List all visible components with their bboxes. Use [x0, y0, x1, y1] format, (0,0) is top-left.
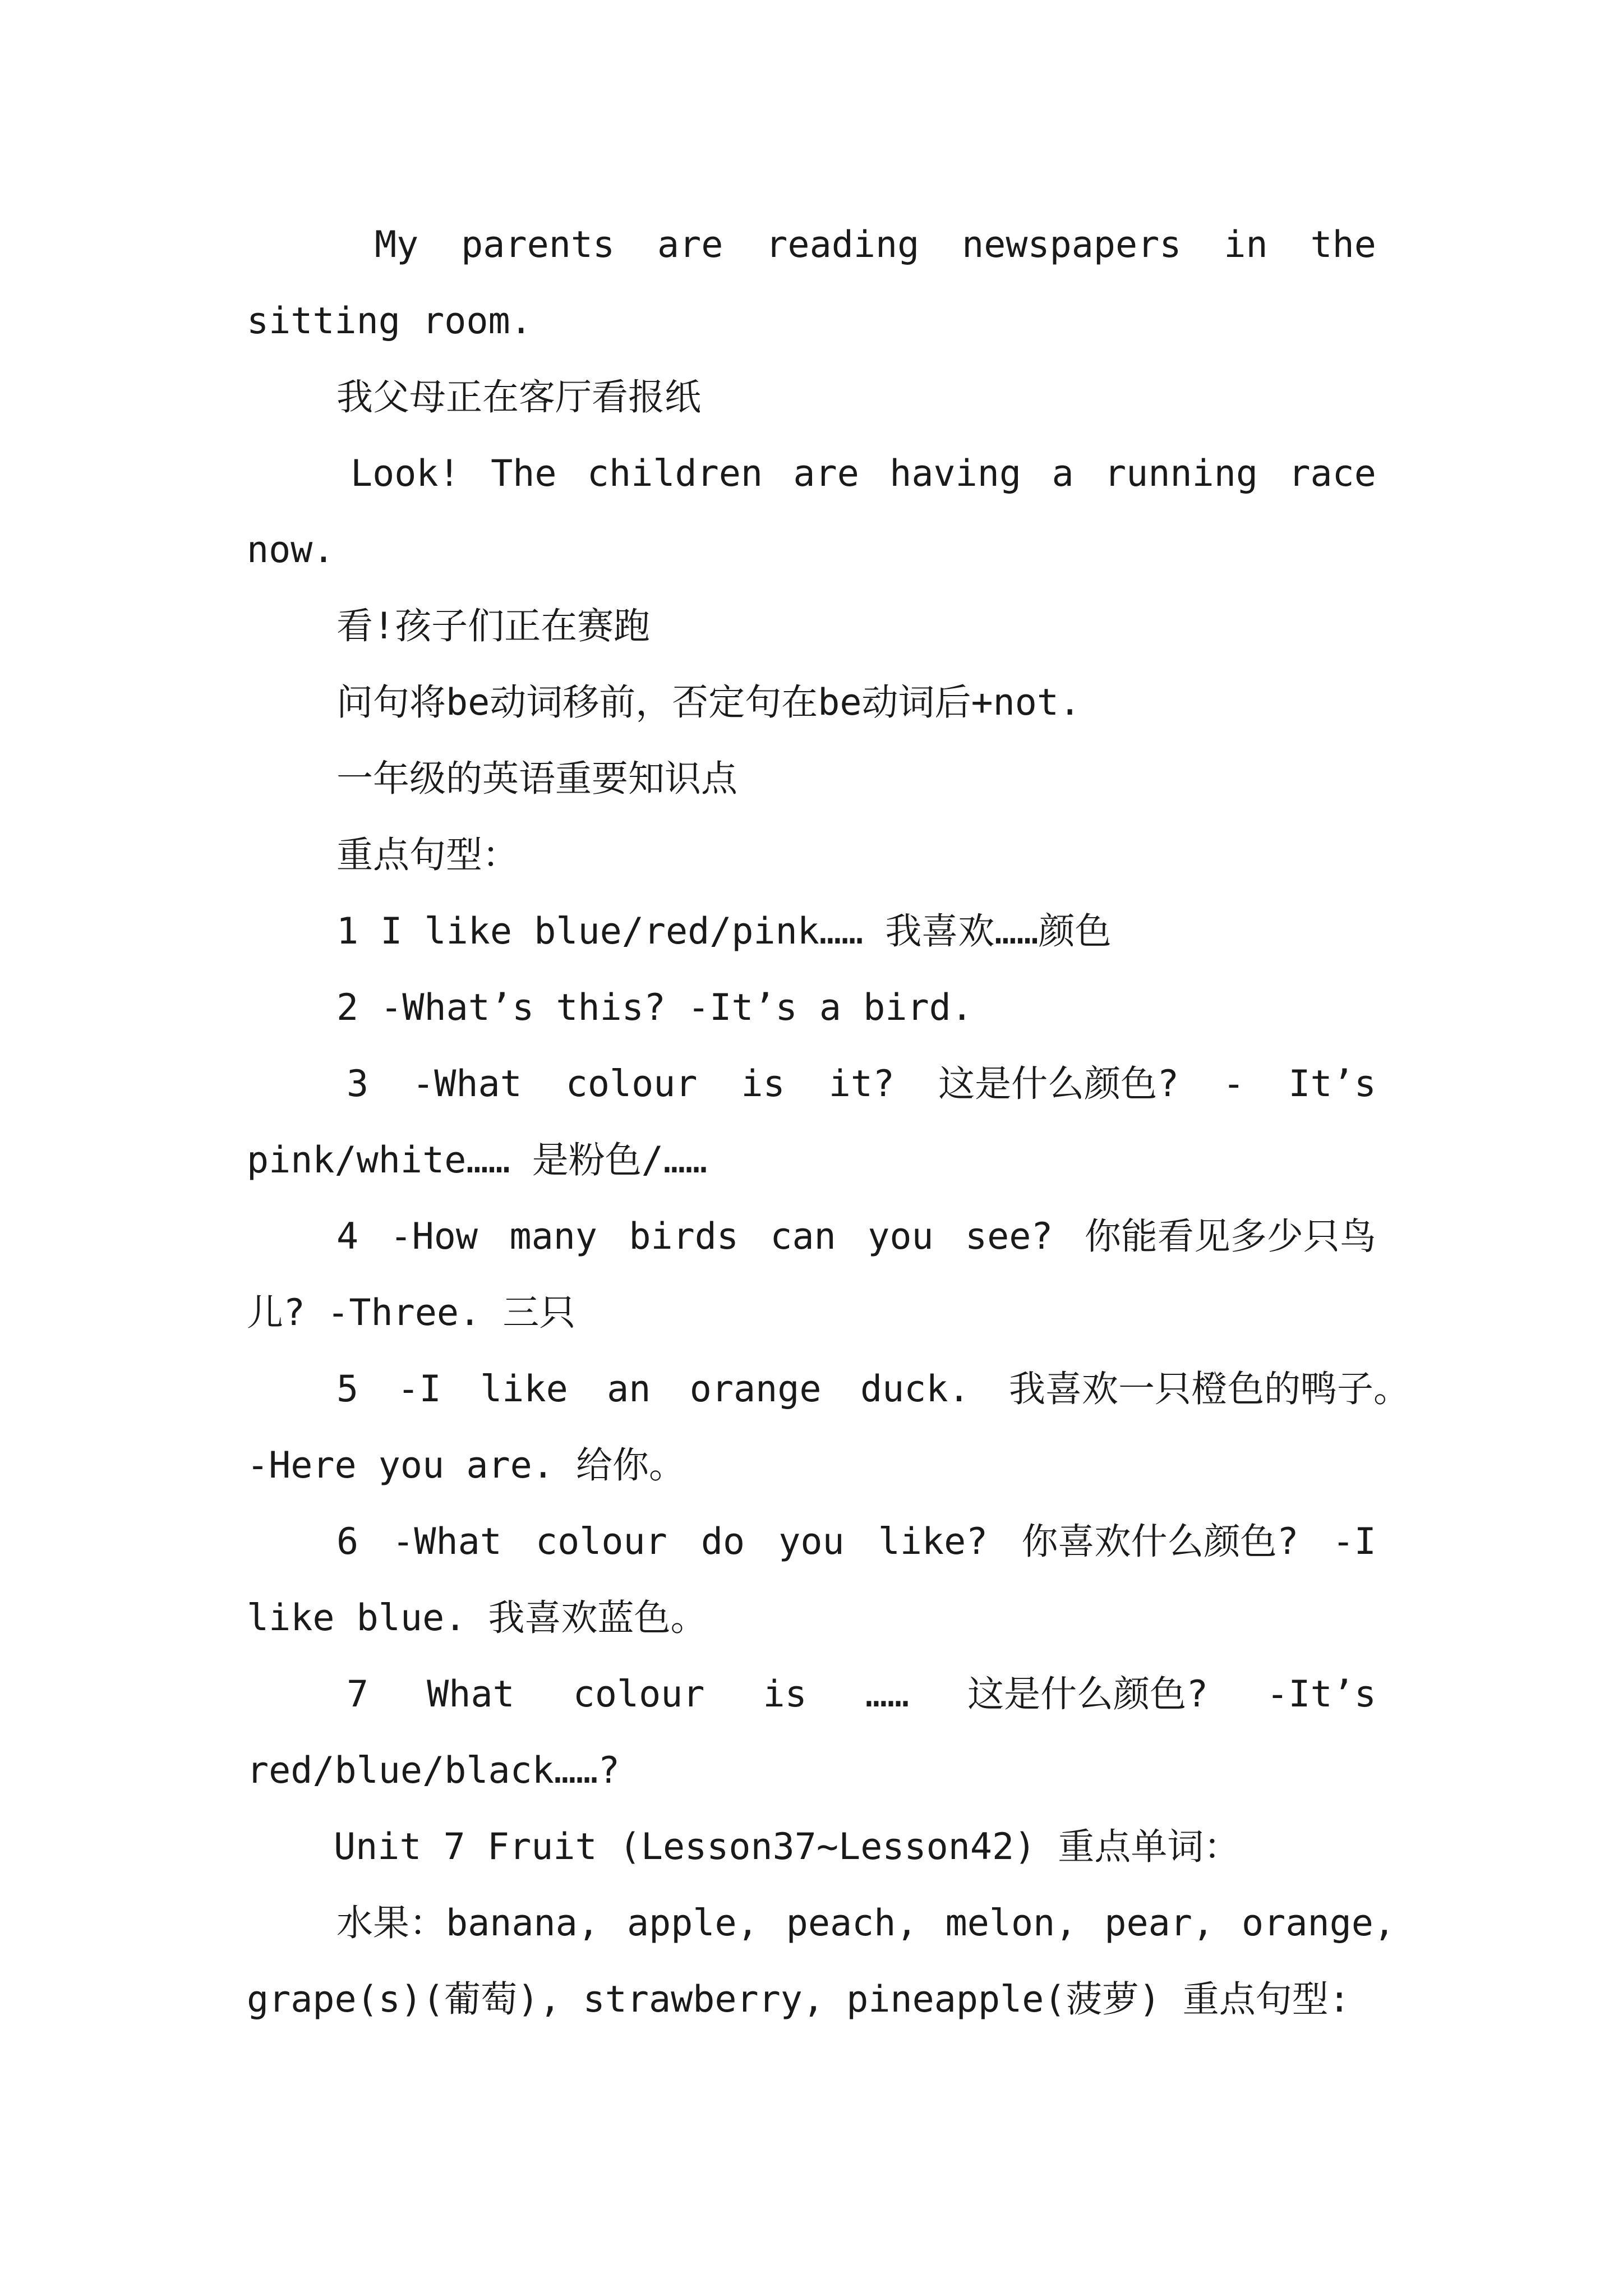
text-line	[336, 1517, 1376, 1567]
word: -	[1223, 1063, 1245, 1105]
word: My	[375, 224, 419, 266]
word: race	[1288, 453, 1376, 495]
text-line: grape(s)(葡萄), strawberry, pineapple(菠萝) 重点句型:	[247, 1978, 1350, 2021]
word: orange,	[1242, 1902, 1395, 1944]
word: you	[778, 1521, 845, 1563]
word: duck.	[860, 1368, 970, 1410]
word: apple,	[626, 1902, 759, 1944]
word: the	[1310, 224, 1376, 266]
text-line: now.	[247, 529, 335, 571]
text-line: 重点句型：	[336, 834, 519, 876]
word: colour	[573, 1673, 705, 1715]
text-line	[351, 449, 1376, 499]
word: 4	[336, 1216, 359, 1258]
word: -What	[412, 1063, 522, 1105]
text-line	[347, 1059, 1376, 1110]
word: -What	[392, 1521, 502, 1563]
word: are	[793, 453, 859, 495]
text-line: 我父母正在客厅看报纸	[336, 376, 702, 418]
word: do	[700, 1521, 745, 1563]
text-line: pink/white…… 是粉色/……	[247, 1139, 708, 1181]
word: -It’s	[1266, 1673, 1376, 1715]
word: -I	[397, 1368, 441, 1410]
word: melon,	[945, 1902, 1077, 1944]
word: 6	[336, 1521, 359, 1563]
word: -How	[390, 1216, 478, 1258]
text-line	[336, 1212, 1376, 1262]
word: 你能看见多少只鸟	[1084, 1216, 1376, 1258]
word: Look!	[351, 453, 460, 495]
text-line: 2 -What’s this? -It’s a bird.	[336, 987, 973, 1029]
word: like?	[878, 1521, 988, 1563]
text-line	[336, 1898, 1395, 1949]
word: like	[480, 1368, 568, 1410]
word: an	[607, 1368, 651, 1410]
word: orange	[689, 1368, 822, 1410]
text-line: 1 I like blue/red/pink…… 我喜欢……颜色	[336, 910, 1112, 953]
text-line: 问句将be动词移前，否定句在be动词后+not.	[336, 682, 1081, 724]
word: a	[1052, 453, 1074, 495]
word: 你喜欢什么颜色?	[1021, 1521, 1299, 1563]
word: running	[1104, 453, 1258, 495]
word: is	[741, 1063, 785, 1105]
word: 这是什么颜色?	[938, 1063, 1179, 1105]
word: colour	[565, 1063, 698, 1105]
word: 7	[347, 1673, 369, 1715]
word: see?	[965, 1216, 1053, 1258]
text-line: sitting room.	[247, 300, 532, 342]
word: many	[509, 1216, 597, 1258]
text-line: Unit 7 Fruit (Lesson37~Lesson42) 重点单词：	[334, 1826, 1241, 1868]
word: is	[763, 1673, 807, 1715]
word: -I	[1332, 1521, 1376, 1563]
word: birds	[629, 1216, 739, 1258]
word: in	[1224, 224, 1268, 266]
word: What	[427, 1673, 515, 1715]
text-line: 儿? -Three. 三只	[247, 1292, 576, 1334]
word: children	[587, 453, 763, 495]
word: 这是什么颜色?	[967, 1673, 1209, 1715]
text-line: like blue. 我喜欢蓝色。	[247, 1597, 707, 1639]
word: colour	[535, 1521, 667, 1563]
word: ……	[865, 1673, 910, 1715]
text-line: -Here you are. 给你。	[247, 1444, 685, 1487]
word: it?	[828, 1063, 895, 1105]
word: peach,	[786, 1902, 918, 1944]
word: reading	[766, 224, 920, 266]
word: 我喜欢一只橙色的鸭子。	[1008, 1368, 1410, 1410]
word: can	[770, 1216, 836, 1258]
word: pear,	[1104, 1902, 1215, 1944]
text-line: red/blue/black……?	[247, 1750, 620, 1792]
word: 3	[347, 1063, 369, 1105]
text-line: 看!孩子们正在赛跑	[336, 605, 651, 647]
word: 5	[336, 1368, 359, 1410]
text-line	[347, 1669, 1376, 1720]
word: The	[491, 453, 557, 495]
word: having	[889, 453, 1022, 495]
word: newspapers	[962, 224, 1182, 266]
word: parents	[461, 224, 615, 266]
text-line	[375, 220, 1376, 270]
text-line	[336, 1364, 1410, 1415]
word: are	[657, 224, 723, 266]
word: It’s	[1288, 1063, 1376, 1105]
word: you	[868, 1216, 934, 1258]
text-line: 一年级的英语重要知识点	[336, 758, 738, 800]
word: 水果：banana,	[336, 1902, 600, 1944]
